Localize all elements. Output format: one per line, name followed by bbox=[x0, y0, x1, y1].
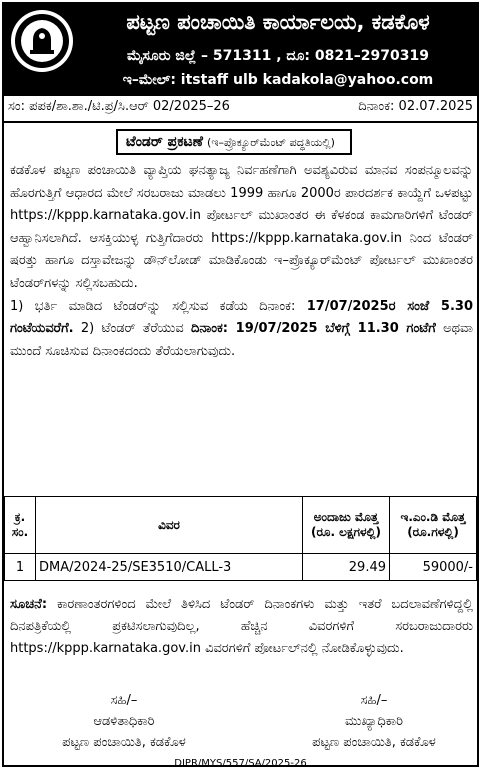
col-header-amount: ಅಂದಾಜು ಮೊತ್ತ (ರೂ. ಲಕ್ಷಗಳಲ್ಲಿ) bbox=[303, 497, 390, 554]
note-label: ಸೂಚನೆ: bbox=[10, 597, 48, 612]
cell-desc: DMA/2024-25/SE3510/CALL-3 bbox=[36, 554, 303, 581]
opening-label: 2) ಟೆಂಡರ್ ತೆರೆಯುವ bbox=[73, 321, 184, 337]
table-row bbox=[5, 554, 477, 581]
reference-line bbox=[8, 99, 473, 119]
notice-title-box bbox=[116, 129, 352, 155]
signature-mark: ಸಹಿ/– bbox=[360, 693, 388, 708]
cell-emd: 59000/- bbox=[390, 554, 477, 581]
office-address: ಮೈಸೂರು ಜಿಲ್ಲೆ – 571311 , ದೂ: 0821–2970319 bbox=[127, 48, 429, 64]
signature-office: ಪಟ್ಟಣ ಪಂಚಾಯಿತಿ, ಕಡಕೊಳ bbox=[312, 735, 436, 750]
notice-subtitle: (ಇ–ಪ್ರೊಕ್ಯೂರ್‌ಮೆಂಟ್ ಪದ್ಧತಿಯಲ್ಲಿ) bbox=[207, 136, 335, 149]
table-header-row bbox=[5, 497, 477, 554]
signature-designation: ಆಡಳಿತಾಧಿಕಾರಿ bbox=[93, 714, 155, 729]
notice-body bbox=[10, 160, 473, 363]
opening-date: ದಿನಾಂಕ: 19/07/2025 ಬೆಳಿಗ್ಗೆ 11.30 ಗಂಟೆಗೆ bbox=[190, 321, 436, 337]
reference-number: ಸಂ: ಪಪಕ/ಶಾ.ಶಾ./ಟಿ.ಪ್ರ/ಸಿ.ಆರ್ 02/2025–26 bbox=[8, 99, 230, 114]
notice-note bbox=[10, 594, 473, 660]
signature-left bbox=[24, 690, 224, 753]
tender-table bbox=[4, 496, 477, 581]
signature-designation: ಮುಖ್ಯಾಧಿಕಾರಿ bbox=[344, 714, 404, 729]
opening-note: ಅಥವಾ ಮುಂದೆ ಸೂಚಿಸುವ ದಿನಾಂಕದಂದು ತೆರೆಯಲಾಗುವುದು. bbox=[10, 321, 473, 359]
dipr-code: DIPR/MYS/557/SA/2025-26 bbox=[174, 758, 307, 769]
letterhead bbox=[4, 4, 477, 96]
submission-label: 1) ಭರ್ತಿ ಮಾಡಿದ ಟೆಂಡರ್‌ನ್ನು ಸಲ್ಲಿಸುವ ಕಡೆಯ ದಿನಾಂಕ: bbox=[10, 298, 296, 314]
col-header-emd: ಇ.ಎಂ.ಡಿ ಮೊತ್ತ (ರೂ.ಗಳಲ್ಲಿ) bbox=[390, 497, 477, 554]
notice-title: ಟೆಂಡರ್ ಪ್ರಕಟಣೆ bbox=[126, 134, 203, 150]
signature-office: ಪಟ್ಟಣ ಪಂಚಾಯಿತಿ, ಕಡಕೊಳ bbox=[62, 735, 186, 750]
document-frame bbox=[2, 2, 479, 767]
office-title: ಪಟ್ಟಣ ಪಂಚಾಯಿತಿ ಕಾರ್ಯಾಲಯ, ಕಡಕೊಳ bbox=[126, 10, 430, 34]
cell-sl: 1 bbox=[5, 554, 36, 581]
government-seal-icon bbox=[11, 10, 73, 72]
col-header-sl: ಕ್ರ. ಸಂ. bbox=[5, 497, 36, 554]
submission-deadline: 17/07/2025ರ ಸಂಜೆ 5.30 ಗಂಟೆಯವರೆಗೆ. bbox=[10, 298, 474, 337]
note-text: ಕಾರಣಾಂತರಗಳಿಂದ ಮೇಲೆ ತಿಳಿಸಿದ ಟೆಂಡರ್ ದಿನಾಂಕಗಳು ಮತ್ತು ಇತರೆ ಬದಲಾವಣೆಗಳಿದ್ದಲ್ಲಿ ದಿನಪತ್ರಿಕೆಯಲ್ಲಿ ಪ್ರಕಟಿಸಲಾಗುವುದಿಲ್ಲ, ಹೆಚ್ಚಿನ ವಿವರಗಳಿಗೆ ಸರಬರಾಜುದಾರರು https://kppp.karnataka.gov.in ವಿವರಗಳಿಗೆ ಪೋರ್ಟಲ್‌ನಲ್ಲಿ ನೋಡಿಕೊಳ್ಳುವುದು. bbox=[10, 597, 473, 656]
col-header-desc: ವಿವರ bbox=[36, 497, 303, 554]
body-paragraph-1: ಕಡಕೊಳ ಪಟ್ಟಣ ಪಂಚಾಯಿತಿ ವ್ಯಾಪ್ತಿಯ ಘನತ್ಯಾಜ್ಯ ನಿರ್ವಹಣೆಗಾಗಿ ಅವಶ್ಯವಿರುವ ಮಾನವ ಸಂಪನ್ಮೂಲವನ್ನು ಹೊರಗುತ್ತಿಗೆ ಆಧಾರದ ಮೇಲೆ ಸರಬರಾಜು ಮಾಡಲು 1999 ಹಾಗೂ 2000ರ ಪಾರದರ್ಶಕ ಕಾಯ್ದೆಗೆ ಒಳಪಟ್ಟು https://kppp.karnataka.gov.in ಪೋರ್ಟಲ್ ಮುಖಾಂತರ ಈ ಕೆಳಕಂಡ ಕಾಮಗಾರಿಗಳಿಗೆ ಟೆಂಡರ್ ಆಹ್ವಾನಿಸಲಾಗಿದೆ. ಆಸಕ್ತಿಯುಳ್ಳ ಗುತ್ತಿಗೆದಾರರು https://kppp.karnataka.gov.in ನಿಂದ ಟೆಂಡರ್ ಷರತ್ತು ಹಾಗೂ ದಸ್ತಾವೇಜನ್ನು ಡೌನ್‌ಲೋಡ್ ಮಾಡಿಕೊಂಡು ಇ–ಪ್ರೊಕ್ಯೂರ್‌ಮೆಂಟ್ ಪೋರ್ಟಲ್ ಮುಖಾಂತರ ಟೆಂಡರ್‌ಗಳನ್ನು ಸಲ್ಲಿಸಬಹುದು. bbox=[10, 163, 473, 291]
reference-date: ದಿನಾಂಕ: 02.07.2025 bbox=[358, 99, 473, 114]
signature-mark: ಸಹಿ/– bbox=[110, 693, 138, 708]
cell-amount: 29.49 bbox=[303, 554, 390, 581]
signature-right bbox=[274, 690, 474, 753]
office-email: ಇ–ಮೇಲ್: itstaff ulb kadakola@yahoo.com bbox=[122, 72, 434, 88]
body-paragraph-2 bbox=[10, 296, 473, 364]
divider bbox=[4, 121, 477, 123]
